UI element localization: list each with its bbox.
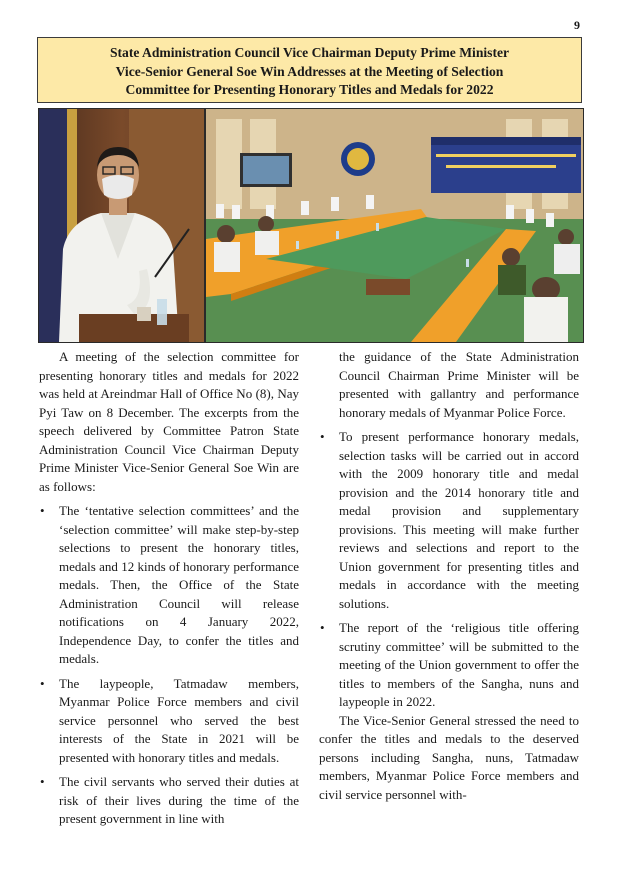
- intro-paragraph: A meeting of the selection committee for presenting honorary titles and medals for 2022 was held at Areindmar Hall of Office No (8), Nay Pyi Taw on 8 December. The excerpts from the speech delivered by Committee Patron State Administration Council Vice Chairman Deputy Prime Minister Vice-Senior General Soe Win are as follows:: [39, 349, 299, 494]
- headline-line-2: Vice-Senior General Soe Win Addresses at the Meeting of Selection: [115, 63, 504, 79]
- closing-paragraph: The Vice-Senior General stressed the need to confer the titles and medals to the deserved persons including Sangha, nuns, Tatmadaw members, Myanmar Police Force members and civil service personnel with-: [319, 712, 579, 802]
- headline-box: [37, 37, 582, 103]
- continued-bullet-text: the guidance of the State Administration Council Chairman Prime Minister will be presented with gallantry and performance honorary medals of Myanmar Police Force.: [339, 349, 579, 420]
- meeting-hall-photo: [205, 108, 584, 343]
- bullet-item: • The ‘tentative selection committees’ and the ‘selection committee’ will make step-by-step selections to present the honorary titles, medals and 12 kinds of honorary performance medals. Then, the Office of the State Administration Council will release notifications on 4 January 2022, Independence Day, to confer the titles and medals.: [39, 502, 299, 669]
- right-bullet-list: [319, 428, 579, 712]
- right-column: [319, 348, 579, 804]
- bullet-item: • The report of the ‘religious title offering scrutiny committee’ will be submitted to the meeting of the Union government to offer the titles to members of the Sangha, nuns and laypeople in 2022.: [319, 619, 579, 712]
- headline-line-1: State Administration Council Vice Chairman Deputy Prime Minister: [109, 45, 510, 60]
- bullet-item: • The civil servants who served their duties at risk of their lives during the time of the present government in line with: [39, 773, 299, 829]
- page-number: 9: [574, 18, 580, 32]
- left-bullet-list: [39, 502, 299, 829]
- speaker-photo: [38, 108, 205, 343]
- bullet-item: • To present performance honorary medals, selection tasks will be carried out in accord with the 2009 honorary title and medal provision and the 2014 honorary title and medal provision and supplementary provisions. This meeting will make further reviews and selections and report to the Union government for presenting titles and medals in accordance with the meeting solutions.: [319, 428, 579, 613]
- left-column: [39, 348, 299, 829]
- bullet-item: • The laypeople, Tatmadaw members, Myanmar Police Force members and civil service personnel who served the best interests of the State in 2021 will be presented with honorary titles and medals.: [39, 675, 299, 768]
- headline-line-3: Committee for Presenting Honorary Titles and Medals for 2022: [125, 82, 494, 98]
